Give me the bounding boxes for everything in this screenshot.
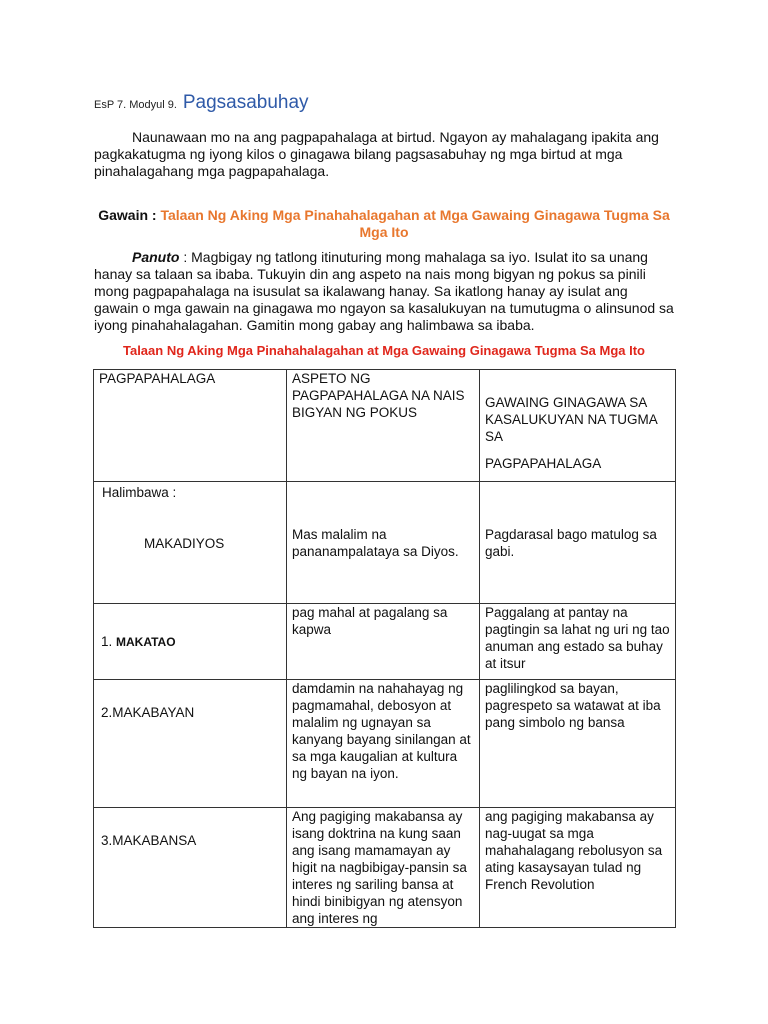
- row2-value: 2.MAKABAYAN: [101, 705, 195, 720]
- header-pagpapahalaga: PAGPAPAHALAGA: [94, 370, 287, 482]
- values-table: [93, 369, 676, 928]
- header-aspeto: ASPETO NG PAGPAPAHALAGA NA NAIS BIGYAN NG POKUS: [287, 370, 480, 482]
- module-label: EsP 7. Modyul 9.: [94, 99, 177, 111]
- table-title: Talaan Ng Aking Mga Pinahahalagahan at Mga Gawaing Ginagawa Tugma Sa Mga Ito: [122, 343, 645, 358]
- gawain-text: Talaan Ng Aking Mga Pinahahalagahan at Mga Gawaing Ginagawa Tugma Sa Mga Ito: [160, 207, 670, 240]
- row1-value: MAKATAO: [116, 634, 176, 649]
- table-row: [94, 604, 676, 680]
- example-label: Halimbawa :: [102, 485, 177, 500]
- table-row-example: [94, 482, 676, 604]
- row2-aspect: damdamin na nahahayag ng pagmamahal, debosyon at malalim ng ugnayan sa kanyang bayang sinilangan at sa mga kaugalian at kultura ng bayan na iyon.: [287, 680, 480, 808]
- table-row: [94, 808, 676, 928]
- title-row: [94, 92, 309, 114]
- example-activity: Pagdarasal bago matulog sa gabi.: [480, 482, 676, 604]
- row1-value-cell: [94, 604, 287, 680]
- header-gawain: [480, 370, 676, 482]
- example-value: MAKADIYOS: [144, 536, 225, 551]
- row1-aspect: pag mahal at pagalang sa kapwa: [287, 604, 480, 680]
- row1-num: 1.: [101, 633, 117, 649]
- panuto-text: Magbigay ng tatlong itinuturing mong mahalaga sa iyo. Isulat ito sa unang hanay sa talaan sa ibaba. Tukuyin din ang aspeto na nais mong bigyan ng pokus sa pinili mong pagpapahalaga na isusulat sa ikalawang hanay. Sa ikatlong hanay ay isulat ang gawain o mga gawain na ginagawa mo ngayon sa kasalukuyan na tumutugma o alinsunod sa iyong pinahahalagahan. Gamitin mong gabay ang halimbawa sa ibaba.: [94, 249, 674, 333]
- table-row: [94, 680, 676, 808]
- gawain-label: Gawain :: [98, 207, 157, 223]
- panuto-label: Panuto: [132, 249, 180, 265]
- row3-aspect: Ang pagiging makabansa ay isang doktrina na kung saan ang isang mamamayan ay higit na nagbibigay-pansin sa interes ng sariling bansa at hindi binibigyan ng atensyon ang interes ng: [287, 808, 480, 928]
- header-gawain-line1: GAWAING GINAGAWA SA KASALUKUYAN NA TUGMA SA: [485, 395, 658, 444]
- example-aspect: Mas malalim na pananampalataya sa Diyos.: [287, 482, 480, 604]
- row3-value: 3.MAKABANSA: [101, 833, 197, 848]
- panuto-colon: :: [179, 249, 188, 265]
- panuto-paragraph: [94, 249, 674, 334]
- table-header-row: [94, 370, 676, 482]
- intro-paragraph: Naunawaan mo na ang pagpapahalaga at birtud. Ngayon ay mahalagang ipakita ang pagkakatugma ng iyong kilos o ginagawa bilang pagsasabuhay ng mga birtud at mga pinahalagahang mga pagpapahalaga.: [94, 129, 659, 179]
- header-gawain-line2: PAGPAPAHALAGA: [485, 456, 602, 471]
- row3-activity: ang pagiging makabansa ay nag-uugat sa mga mahahalagang rebolusyon sa ating kasaysayan tulad ng French Revolution: [480, 808, 676, 928]
- row2-value-cell: [94, 680, 287, 808]
- row3-value-cell: [94, 808, 287, 928]
- row2-activity: paglilingkod sa bayan, pagrespeto sa watawat at iba pang simbolo ng bansa: [480, 680, 676, 808]
- row1-activity: Paggalang at pantay na pagtingin sa lahat ng uri ng tao anuman ang estado sa buhay at itsur: [480, 604, 676, 680]
- page-title: Pagsasabuhay: [182, 92, 309, 113]
- gawain-heading: [94, 207, 674, 241]
